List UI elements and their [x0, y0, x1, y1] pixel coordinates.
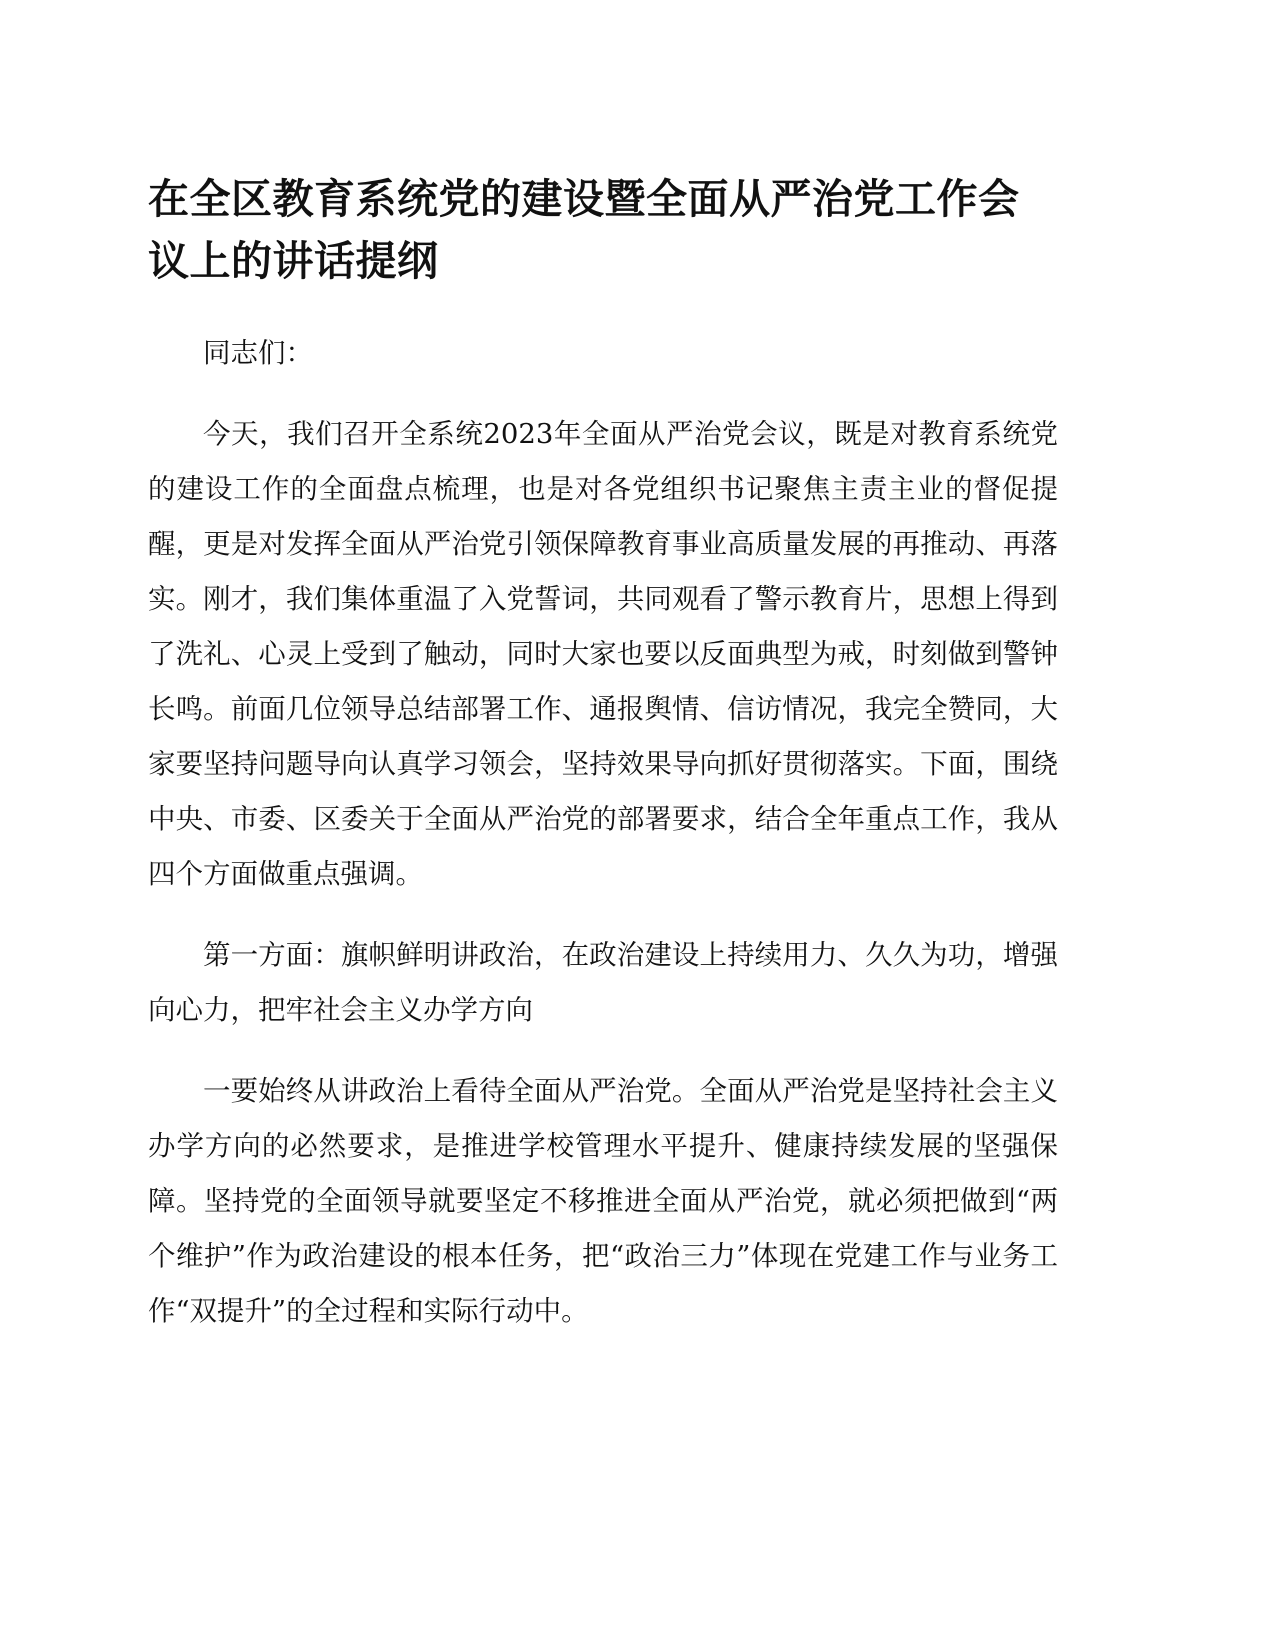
- document-title: 在全区教育系统党的建设暨全面从严治党工作会议上的讲话提纲: [148, 175, 1020, 285]
- paragraph-point-one: 一要始终从讲政治上看待全面从严治党。全面从严治党是坚持社会主义办学方向的必然要求，是推进学校管理水平提升、健康持续发展的坚强保障。坚持党的全面领导就要坚定不移推进全面从严治党，就必须把做到“两个维护”作为政治建设的根本任务，把“政治三力”体现在党建工作与业务工作“双提升”的全过程和实际行动中。: [148, 1075, 1058, 1327]
- document-page: [148, 168, 1058, 1365]
- salutation: 同志们：: [203, 337, 313, 369]
- section-heading-first: 第一方面：旗帜鲜明讲政治，在政治建设上持续用力、久久为功，增强向心力，把牢社会主义办学方向: [148, 939, 1058, 1026]
- paragraph-opening: 今天，我们召开全系统2023年全面从严治党会议，既是对教育系统党的建设工作的全面盘点梳理，也是对各党组织书记聚焦主责主业的督促提醒，更是对发挥全面从严治党引领保障教育事业高质量发展的再推动、再落实。刚才，我们集体重温了入党誓词，共同观看了警示教育片，思想上得到了洗礼、心灵上受到了触动，同时大家也要以反面典型为戒，时刻做到警钟长鸣。前面几位领导总结部署工作、通报舆情、信访情况，我完全赞同，大家要坚持问题导向认真学习领会，坚持效果导向抓好贯彻落实。下面，围绕中央、市委、区委关于全面从严治党的部署要求，结合全年重点工作，我从四个方面做重点强调。: [148, 418, 1058, 890]
